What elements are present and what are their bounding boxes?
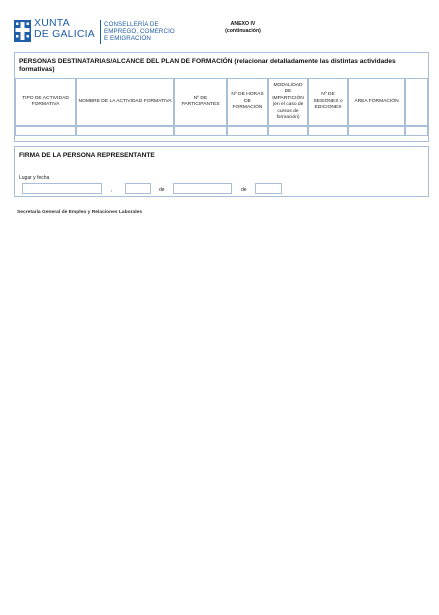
dept-line2: EMPREGO, COMERCIO	[104, 28, 175, 35]
signature-section	[14, 146, 429, 197]
footer-text: Secretaría General de Empleo y Relaciones Laborales	[17, 210, 143, 215]
cell-training-hours[interactable]	[227, 126, 268, 136]
xunta-logo	[14, 18, 184, 46]
dept-line1: CONSELLERÍA DE	[104, 21, 159, 28]
dept-line3: E EMIGRACIÓN	[104, 35, 151, 42]
cell-participants[interactable]	[174, 126, 227, 136]
col-header-participants: Nº DE PARTICIPANTES	[174, 78, 227, 126]
col-header-extra	[405, 78, 428, 126]
comma-separator: ,	[111, 187, 113, 193]
cell-training-area[interactable]	[348, 126, 405, 136]
recipients-section-title: PERSONAS DESTINATARIAS/ALCANCE DEL PLAN DE FORMACIÓN (relacionar detalladamente las distintas actividades formativas)	[19, 58, 396, 73]
year-input[interactable]	[255, 183, 282, 194]
cell-activity-name[interactable]	[76, 126, 174, 136]
annex-title: ANEXO IV	[230, 21, 256, 27]
annex-subtitle: (continuación)	[225, 28, 261, 34]
signature-section-title: FIRMA DE LA PERSONA REPRESENTANTE	[19, 152, 155, 159]
col-header-activity-type: TIPO DE ACTIVIDAD FORMATIVA	[15, 78, 76, 126]
logo-wordmark	[34, 18, 95, 40]
col-header-training-hours: Nº DE HORAS DE FORMACIÓN	[227, 78, 268, 126]
de-label-2: de	[241, 187, 247, 193]
cell-extra[interactable]	[405, 126, 428, 136]
logo-line1: XUNTA	[34, 17, 70, 29]
cell-sessions[interactable]	[308, 126, 348, 136]
place-input[interactable]	[22, 183, 102, 194]
annex-heading	[205, 21, 281, 35]
col-header-activity-name: NOMBRE DE LA ACTIVIDAD FORMATIVA	[76, 78, 174, 126]
month-input[interactable]	[173, 183, 232, 194]
logo-line2: DE GALICIA	[34, 28, 95, 40]
place-date-label: Lugar y fecha	[19, 175, 50, 181]
cell-activity-type[interactable]	[15, 126, 76, 136]
day-input[interactable]	[125, 183, 151, 194]
recipients-section	[14, 52, 429, 142]
department-name	[104, 21, 175, 42]
logo-separator	[100, 20, 101, 44]
cell-modality[interactable]	[268, 126, 308, 136]
col-header-modality: MODALIDAD DE IMPARTICIÓN (en el caso de cursos de formación)	[268, 78, 308, 126]
col-header-sessions: Nº DE SESIONES o EDICIONES	[308, 78, 348, 126]
galicia-cross-icon	[14, 20, 31, 42]
col-header-training-area: ÁREA FORMACIÓN	[348, 78, 405, 126]
activities-table	[15, 78, 428, 138]
de-label-1: de	[159, 187, 165, 193]
